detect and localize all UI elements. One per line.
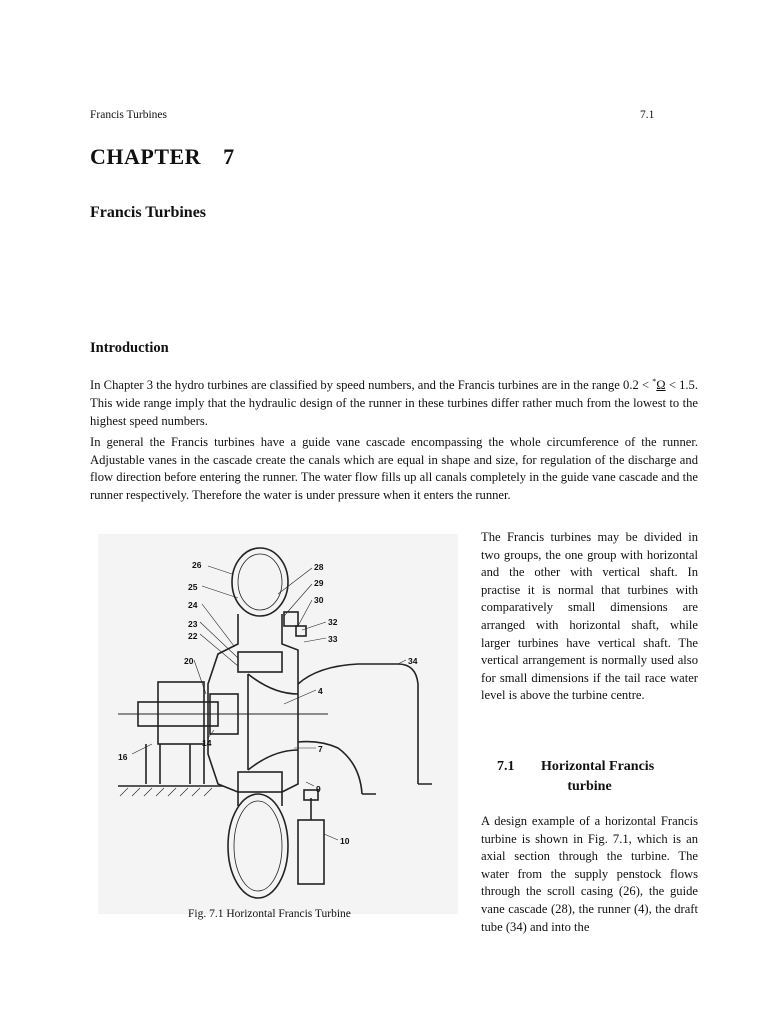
label-22: 22 — [188, 631, 198, 641]
label-10: 10 — [340, 836, 350, 846]
label-9: 9 — [316, 784, 321, 794]
right-column-paragraph-2: A design example of a horizontal Francis turbine is shown in Fig. 7.1, which is an axial section through the turbine. The water from the supply penstock flows through the scroll casing (26), the guide vane cascade (28), the runner (4), the draft tube (34) and into the — [481, 814, 698, 934]
chapter-label: CHAPTER — [90, 144, 202, 169]
intro-paragraph-2: In general the Francis turbines have a guide vane cascade encompassing the whole circumference of the runner. Adjustable vanes in the cascade create the canals which are equal in shape and size, for regulation of the discharge and flow direction before entering the runner. The water flow fills up all canals completely in the guide vane cascade and the runner respectively. Therefore the water is under pressure when it enters the runner. — [90, 435, 698, 503]
turbine-figure — [98, 534, 458, 914]
intro-paragraph-1-text-a: In Chapter 3 the hydro turbines are classified by speed numbers, and the Francis turbines are in the range 0.2 < — [90, 378, 653, 393]
label-20: 20 — [184, 656, 194, 666]
label-26: 26 — [192, 560, 202, 570]
label-29: 29 — [314, 578, 324, 588]
label-4: 4 — [318, 686, 323, 696]
speed-number-asterisk: * — [652, 377, 657, 386]
label-34: 34 — [408, 656, 418, 666]
chapter-number: 7 — [223, 144, 235, 169]
label-25: 25 — [188, 582, 198, 592]
chapter-title: Francis Turbines — [90, 204, 207, 221]
label-23: 23 — [188, 619, 198, 629]
label-14: 14 — [202, 738, 212, 748]
section-title-line-2: turbine — [567, 779, 612, 794]
section-title-line-1: Horizontal Francis — [541, 759, 655, 774]
speed-number-symbol: Ω — [656, 378, 666, 393]
label-30: 30 — [314, 595, 324, 605]
label-16: 16 — [118, 752, 128, 762]
section-heading — [481, 757, 698, 797]
label-24: 24 — [188, 600, 198, 610]
label-33: 33 — [328, 634, 338, 644]
running-header-title: Francis Turbines — [90, 109, 167, 121]
label-32: 32 — [328, 617, 338, 627]
label-28: 28 — [314, 562, 324, 572]
introduction-heading: Introduction — [90, 340, 169, 356]
running-header-page-number: 7.1 — [640, 109, 655, 121]
horizontal-francis-turbine-drawing — [98, 534, 458, 914]
intro-paragraph-1 — [90, 373, 698, 430]
figure-caption: Fig. 7.1 Horizontal Francis Turbine — [188, 908, 351, 920]
chapter-heading — [90, 144, 235, 170]
label-7: 7 — [318, 744, 323, 754]
right-column-paragraph-1: The Francis turbines may be divided in two groups, the one group with horizontal and the other with vertical shaft. In practise it is normal that turbines with comparatively small dimensions are arranged with horizontal shaft, while larger turbines have vertical shaft. The vertical arrangement is normally used also for small dimensions if the tail race water level is above the turbine centre. — [481, 530, 698, 703]
intro-paragraph-1-text-b: < 1.5. This wide range imply that the hydraulic design of the runner in these turbines differ rather much from the lowest to the highest speed numbers. — [90, 378, 698, 428]
section-number: 7.1 — [497, 759, 515, 774]
